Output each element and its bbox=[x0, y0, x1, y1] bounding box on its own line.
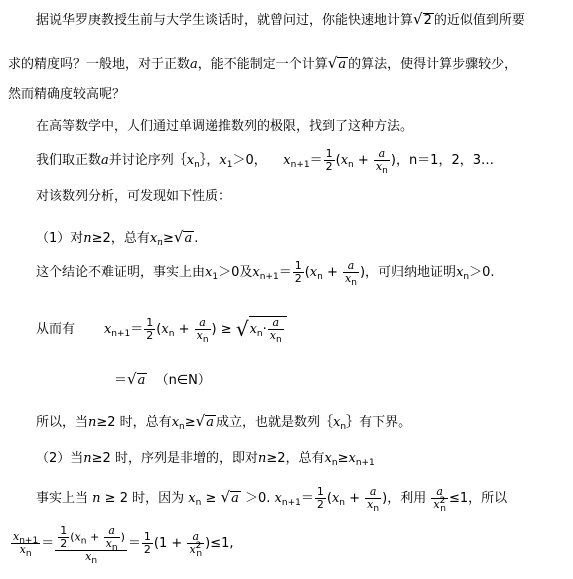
fraction-half: $\frac{1}{2}$ bbox=[325, 147, 333, 173]
paragraph-5: 我们取正数a并讨论序列$\{x_n\}$，$x_1>0$， $x_{n+1}=$ $\frac{1}{2}$ ($x_n$ + $\frac{a}{x_n}$ )，n＝1，2，3… bbox=[36, 147, 494, 176]
text: 的算法，使得计算步骤较少， bbox=[348, 57, 518, 72]
paragraph-11: 所以，当n≥2 时，总有$x_n\ge√a$ 成立，也就是数列$\{x_n\}$有下界。 bbox=[36, 412, 412, 432]
paragraph-10: ＝√a （n∈N） bbox=[114, 370, 211, 388]
text: 的近似值到所要 bbox=[433, 13, 525, 28]
paragraph-12: （2）当n≥2 时，序列是非增的，即对n≥2，总有$x_n\ge x_{n+1}$ bbox=[36, 451, 375, 468]
paragraph-7: （1）对n≥2，总有$x_n\ge√a$ . bbox=[36, 228, 199, 248]
text: 求的精度吗？一般地，对于正数 bbox=[8, 57, 191, 72]
paragraph-1 bbox=[36, 10, 525, 30]
text: 据说华罗庚教授生前与大学生谈话时，就曾问过，你能快速地计算 bbox=[36, 13, 414, 28]
paragraph-4: 在高等数学中，人们通过单调递推数列的极限，找到了这种方法。 bbox=[36, 119, 414, 134]
paragraph-6: 对该数列分析，可发现如下性质： bbox=[36, 189, 232, 204]
paragraph-13: 事实上当 n ≥ 2 时，因为 $x_n \ge √a >0$. $x_{n+1}=$ $\frac{1}{2}$ ($x_n$ + $\frac{a}{x_n}$ )，利用 $\frac{a}{x^2_n}$ ≤1，所以 bbox=[36, 485, 508, 514]
sqrt-a: √a bbox=[327, 54, 347, 72]
sqrt-2: √2 bbox=[413, 10, 432, 28]
var-a: a bbox=[190, 57, 198, 72]
paragraph-8: 这个结论不难证明，事实上由$x_1>0$及$x_{n+1}=$ $\frac{1}{2}$ ($x_n$ + $\frac{a}{x_n}$ )，可归纳地证明$x_n>0$. bbox=[36, 259, 495, 288]
fraction-a-over-xn: $\frac{a}{x_n}$ bbox=[375, 147, 388, 176]
ratio-fraction: $\frac{x_{n+1}}{x_n}$ bbox=[13, 530, 39, 559]
paragraph-14: $\frac{x_{n+1}}{x_n}$ ＝ $\frac{1}{2}$ ($x_n$ + $\frac{a}{x_n}$ ) $x_n$ ＝ $\frac{1}{2}$ (1 + $\frac{a}{x^2_n}$ )≤1, bbox=[13, 523, 234, 566]
paragraph-3: 然而精确度较高呢？ bbox=[8, 87, 126, 102]
paragraph-9: 从而有 $x_{n+1}=$ $\frac{1}{2}$ ($x_n$ + $\frac{a}{x_n}$ ) ≥ $√x_n\cdot$ $\frac{a}{x_n}$ bbox=[36, 312, 287, 347]
paragraph-2 bbox=[8, 54, 517, 74]
sqrt-product: $√x_n\cdot$ $\frac{a}{x_n}$ bbox=[236, 312, 287, 347]
compound-fraction: $\frac{1}{2}$ ($x_n$ + $\frac{a}{x_n}$ ) $x_n$ bbox=[55, 525, 127, 563]
text: ，能不能制定一个计算 bbox=[197, 57, 328, 72]
